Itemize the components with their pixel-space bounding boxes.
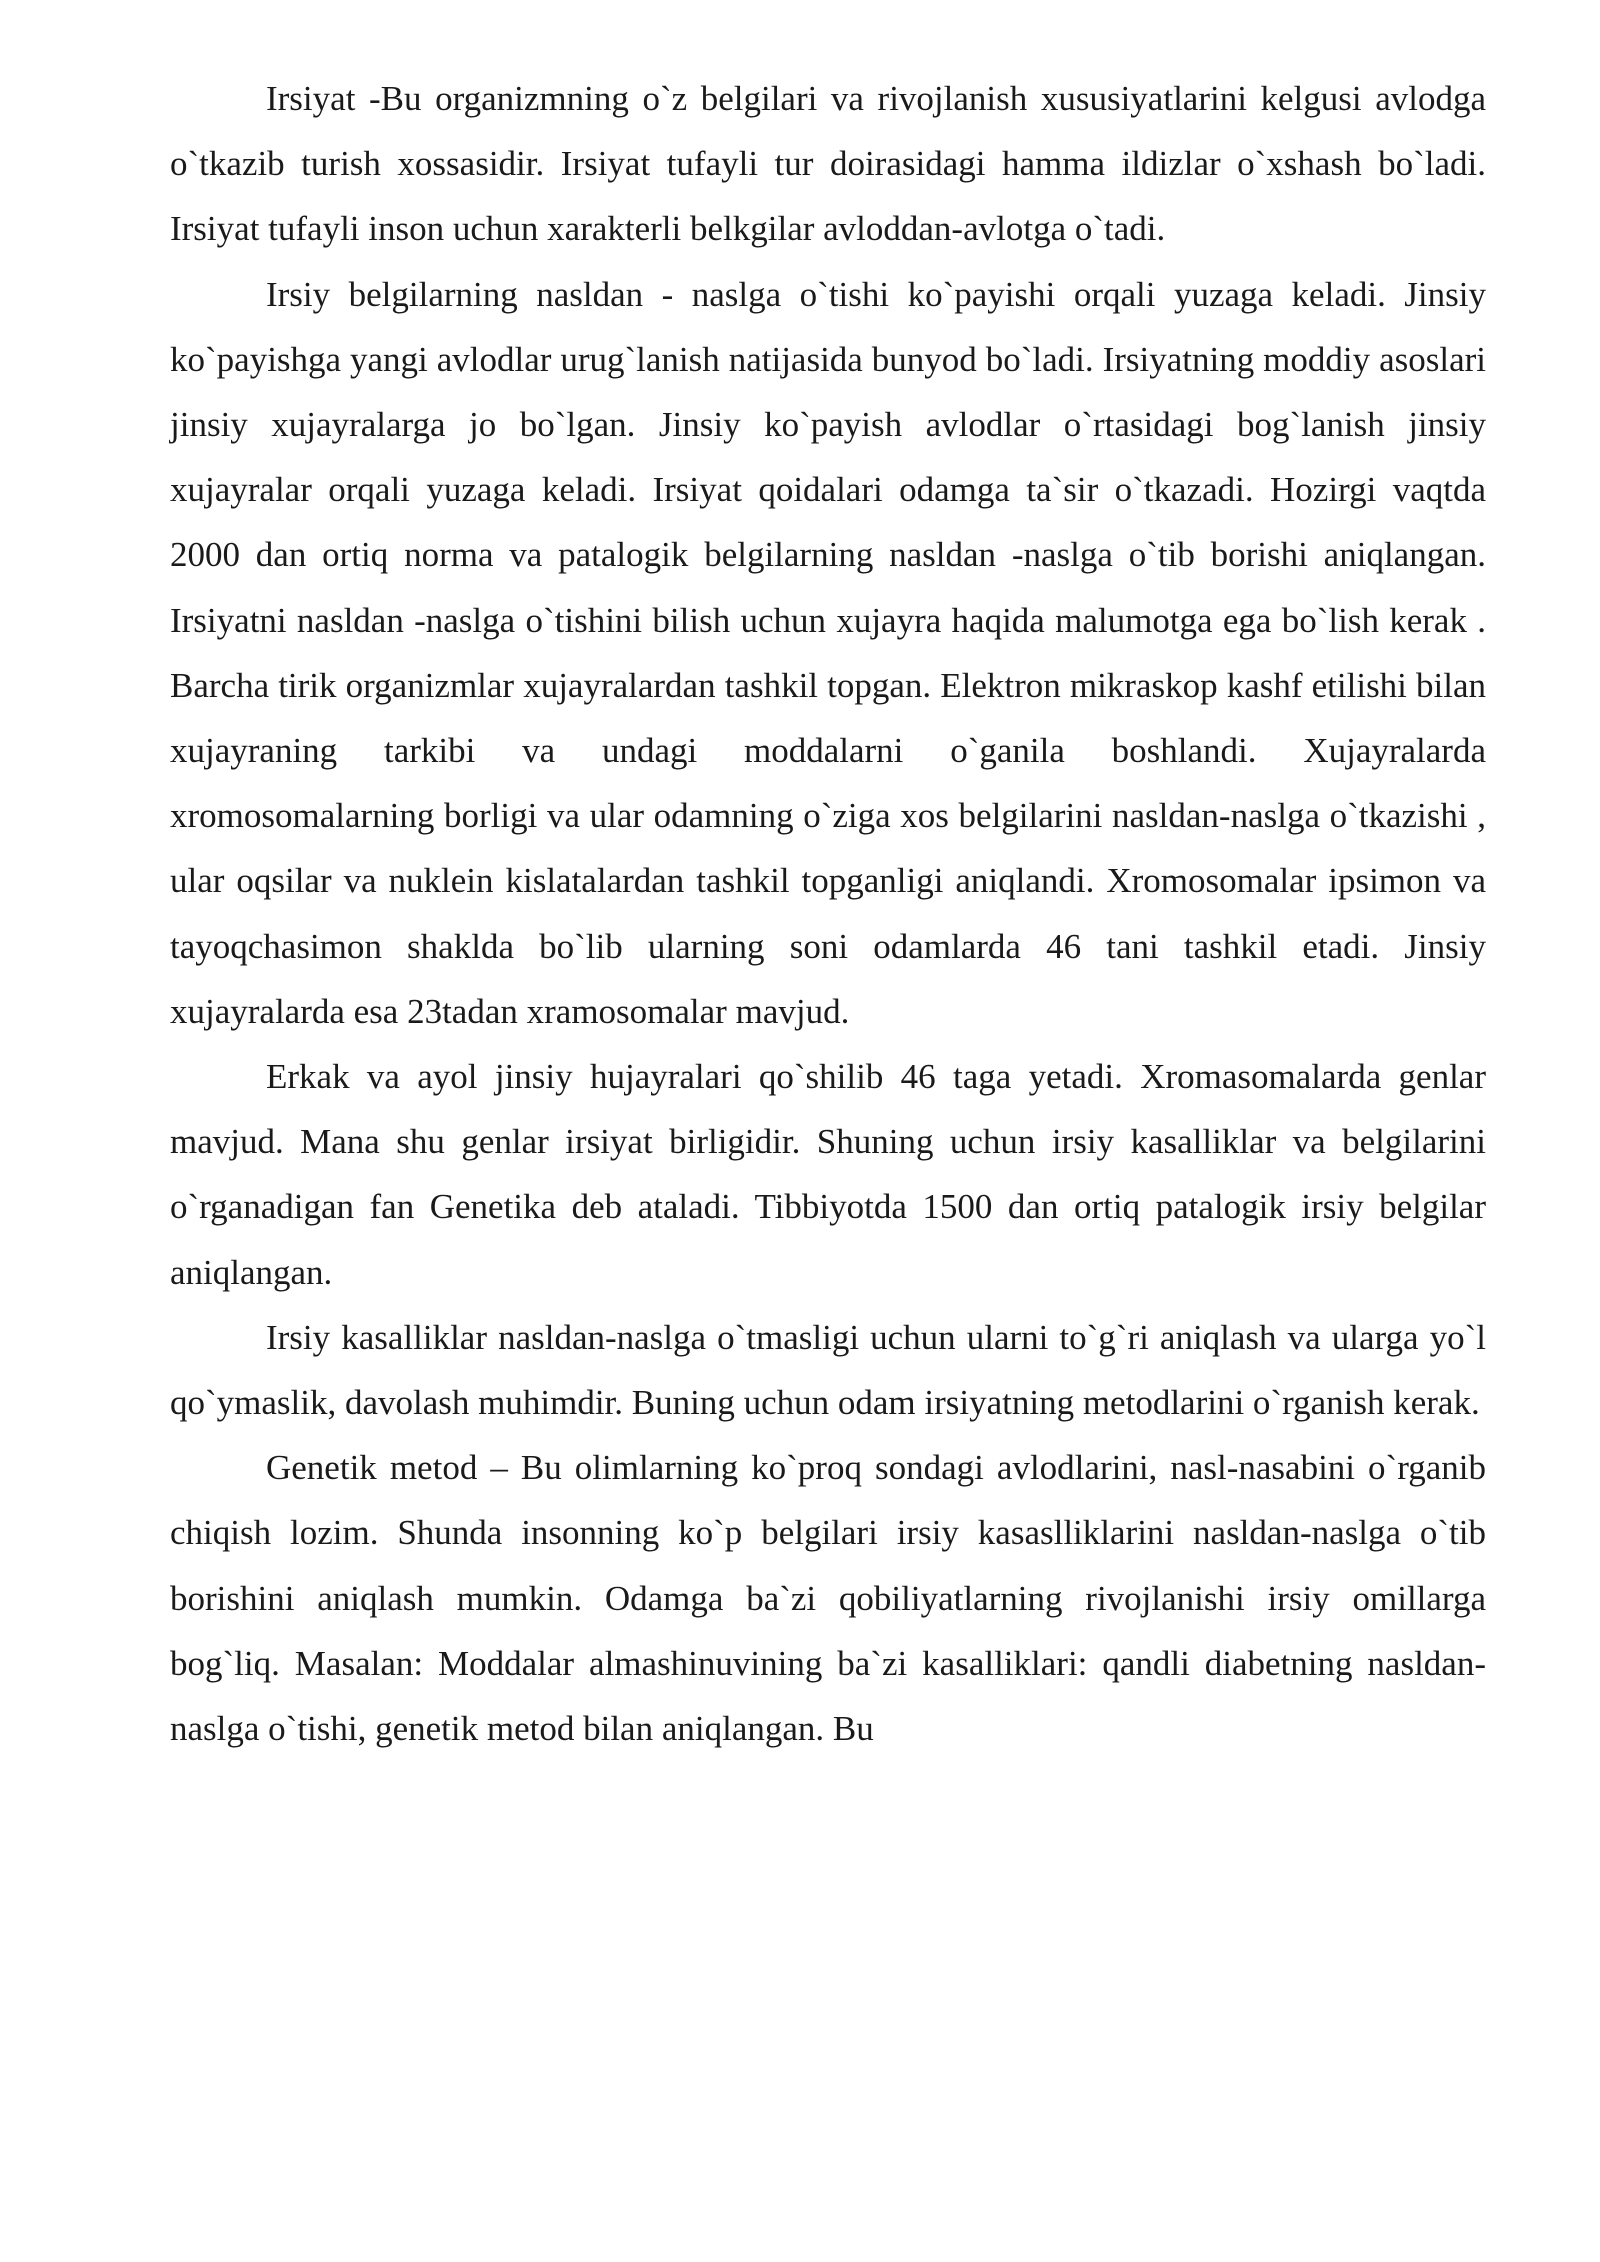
paragraph-irsiyat-definition: Irsiyat -Bu organizmning o`z belgilari va rivojlanish xususiyatlarini kelgusi avlodga o`tkazib turish xossasidir. Irsiyat tufayli tur doirasidagi hamma ildizlar o`xshash bo`ladi. Irsiyat tufayli inson uchun xarakterli belkgilar avloddan-avlotga o`tadi. [170,79,1486,249]
document-page [170,66,1486,1761]
paragraph-genetik-metod: Genetik metod – Bu olimlarning ko`proq sondagi avlodlarini, nasl-nasabini o`rganib chiqish lozim. Shunda insonning ko`p belgilari irsiy kasaslliklarini nasldan-naslga o`tib borishini aniqlash mumkin. Odamga ba`zi qobiliyatlarning rivojlanishi irsiy omillarga bog`liq. Masalan: Moddalar almashinuvining ba`zi kasalliklari: qandli diabetning nasldan-naslga o`tishi, genetik metod bilan aniqlangan. Bu [170,1448,1486,1749]
paragraph-erkak-ayol: Erkak va ayol jinsiy hujayralari qo`shilib 46 taga yetadi. Xromasomalarda genlar mavjud. Mana shu genlar irsiyat birligidir. Shuning uchun irsiy kasalliklar va belgilarini o`rganadigan fan Genetika deb ataladi. Tibbiyotda 1500 dan ortiq patalogik irsiy belgilar aniqlangan. [170,1057,1486,1292]
paragraph-irsiy-belgilar: Irsiy belgilarning nasldan - naslga o`tishi ko`payishi orqali yuzaga keladi. Jinsiy ko`payishga yangi avlodlar urug`lanish natijasida bunyod bo`ladi. Irsiyatning moddiy asoslari jinsiy xujayralarga jo bo`lgan. Jinsiy ko`payish avlodlar o`rtasidagi bog`lanish jinsiy xujayralar orqali yuzaga keladi. Irsiyat qoidalari odamga ta`sir o`tkazadi. Hozirgi vaqtda 2000 dan ortiq norma va patalogik belgilarning nasldan -naslga o`tib borishi aniqlangan. Irsiyatni nasldan -naslga o`tishini bilish uchun xujayra haqida malumotga ega bo`lish kerak . Barcha tirik organizmlar xujayralardan tashkil topgan. Elektron mikraskop kashf etilishi bilan xujayraning tarkibi va undagi moddalarni o`ganila boshlandi. Xujayralarda xromosomalarning borligi va ular odamning o`ziga xos belgilarini nasldan-naslga o`tkazishi , ular oqsilar va nuklein kislatalardan tashkil topganligi aniqlandi. Xromosomalar ipsimon va tayoqchasimon shaklda bo`lib ularning soni odamlarda 46 tani tashkil etadi. Jinsiy xujayralarda esa 23tadan xramosomalar mavjud. [170,274,1486,1031]
paragraph-irsiy-kasalliklar: Irsiy kasalliklar nasldan-naslga o`tmasligi uchun ularni to`g`ri aniqlash va ularga yo`l qo`ymaslik, davolash muhimdir. Buning uchun odam irsiyatning metodlarini o`rganish kerak. [170,1317,1486,1423]
